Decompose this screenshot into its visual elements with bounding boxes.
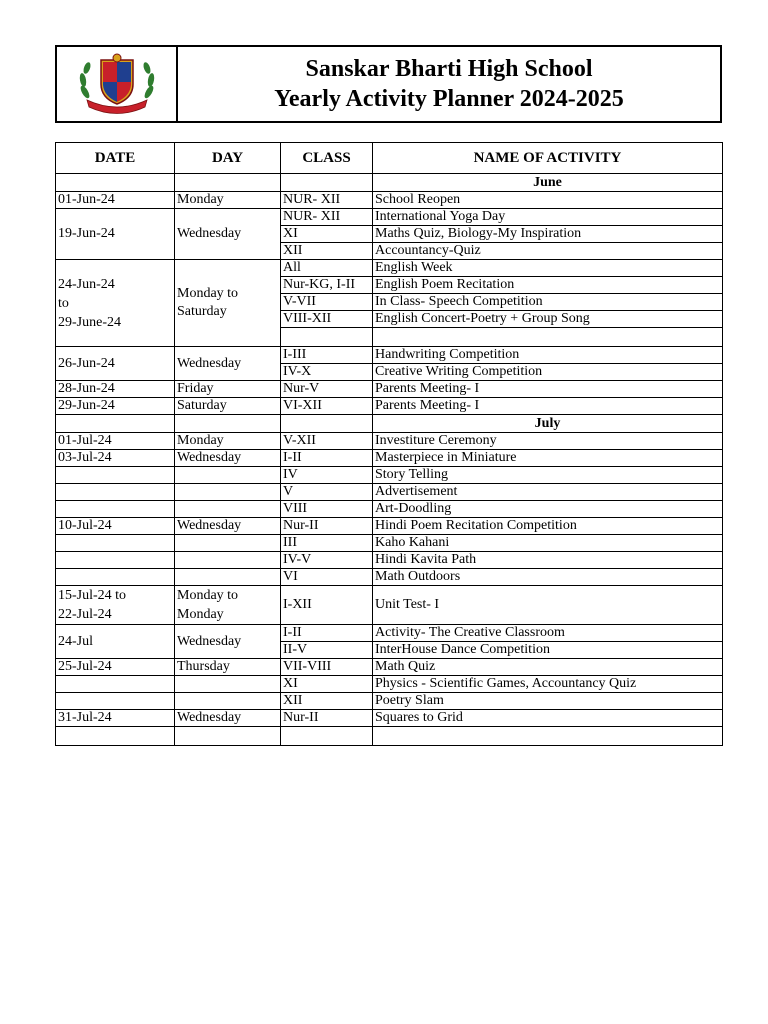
class-cell: NUR- XII (281, 192, 373, 209)
day-cell: Wednesday (175, 625, 281, 659)
table-row (56, 552, 723, 569)
column-header-date: DATE (56, 143, 175, 174)
activity-cell: Story Telling (373, 467, 723, 484)
date-cell: 25-Jul-24 (56, 659, 175, 676)
activity-cell: Hindi Poem Recitation Competition (373, 518, 723, 535)
class-cell: VI-XII (281, 398, 373, 415)
table-row (56, 693, 723, 710)
class-cell: VIII (281, 501, 373, 518)
date-cell: 24-Jul (56, 625, 175, 659)
class-cell: II-V (281, 642, 373, 659)
table-row (56, 381, 723, 398)
table-row (56, 467, 723, 484)
blank-row (56, 727, 723, 746)
column-header-class: CLASS (281, 143, 373, 174)
activity-cell: Parents Meeting- I (373, 381, 723, 398)
day-cell: Monday to Saturday (175, 260, 281, 347)
table-row (56, 209, 723, 226)
column-header-activity: NAME OF ACTIVITY (373, 143, 723, 174)
date-cell: 03-Jul-24 (56, 450, 175, 467)
class-cell: I-II (281, 625, 373, 642)
class-cell: V-XII (281, 433, 373, 450)
table-row (56, 260, 723, 277)
date-cell: 10-Jul-24 (56, 518, 175, 535)
class-cell: VI (281, 569, 373, 586)
day-cell: Monday (175, 433, 281, 450)
date-cell: 31-Jul-24 (56, 710, 175, 727)
activity-planner-table (55, 142, 723, 746)
class-cell: XII (281, 693, 373, 710)
table-row (56, 192, 723, 209)
activity-cell: Creative Writing Competition (373, 364, 723, 381)
activity-cell: Kaho Kahani (373, 535, 723, 552)
day-cell: Wednesday (175, 209, 281, 260)
day-cell: Wednesday (175, 450, 281, 467)
activity-cell: English Concert-Poetry + Group Song (373, 311, 723, 328)
date-cell: 01-Jun-24 (56, 192, 175, 209)
class-cell: III (281, 535, 373, 552)
table-row (56, 518, 723, 535)
date-cell: 19-Jun-24 (56, 209, 175, 260)
day-cell: Saturday (175, 398, 281, 415)
class-cell: V-VII (281, 294, 373, 311)
activity-cell: Hindi Kavita Path (373, 552, 723, 569)
table-row (56, 659, 723, 676)
month-row-june (56, 174, 723, 192)
activity-cell: English Poem Recitation (373, 277, 723, 294)
class-cell: Nur-KG, I-II (281, 277, 373, 294)
month-row-july (56, 415, 723, 433)
activity-cell: Physics - Scientific Games, Accountancy Quiz (373, 676, 723, 693)
class-cell: I-II (281, 450, 373, 467)
class-cell: IV-X (281, 364, 373, 381)
activity-cell: Advertisement (373, 484, 723, 501)
activity-cell: InterHouse Dance Competition (373, 642, 723, 659)
class-cell: IV (281, 467, 373, 484)
activity-cell: Math Quiz (373, 659, 723, 676)
day-cell: Friday (175, 381, 281, 398)
table-row (56, 347, 723, 364)
table-row (56, 450, 723, 467)
date-cell: 24-Jun-24 to 29-June-24 (56, 260, 175, 347)
table-header-row (56, 143, 723, 174)
activity-cell: English Week (373, 260, 723, 277)
planner-title: Yearly Activity Planner 2024-2025 (274, 86, 624, 112)
class-cell: I-III (281, 347, 373, 364)
table-row (56, 569, 723, 586)
day-cell: Monday (175, 192, 281, 209)
class-cell: XII (281, 243, 373, 260)
table-row (56, 484, 723, 501)
date-cell: 29-Jun-24 (56, 398, 175, 415)
logo-cell (57, 47, 178, 121)
class-cell: VIII-XII (281, 311, 373, 328)
table-row (56, 501, 723, 518)
activity-cell: Investiture Ceremony (373, 433, 723, 450)
activity-cell: Maths Quiz, Biology-My Inspiration (373, 226, 723, 243)
table-row (56, 710, 723, 727)
class-cell: IV-V (281, 552, 373, 569)
table-row (56, 586, 723, 625)
activity-cell: School Reopen (373, 192, 723, 209)
class-cell: NUR- XII (281, 209, 373, 226)
column-header-day: DAY (175, 143, 281, 174)
class-cell: Nur-II (281, 518, 373, 535)
activity-cell: Squares to Grid (373, 710, 723, 727)
activity-cell: Math Outdoors (373, 569, 723, 586)
month-label: June (373, 174, 723, 192)
table-row (56, 625, 723, 642)
activity-cell: Activity- The Creative Classroom (373, 625, 723, 642)
activity-cell: Art-Doodling (373, 501, 723, 518)
day-cell: Wednesday (175, 518, 281, 535)
activity-cell: Parents Meeting- I (373, 398, 723, 415)
class-cell: VII-VIII (281, 659, 373, 676)
activity-cell: Masterpiece in Miniature (373, 450, 723, 467)
activity-cell: Accountancy-Quiz (373, 243, 723, 260)
table-row (56, 676, 723, 693)
table-row (56, 535, 723, 552)
activity-cell: Poetry Slam (373, 693, 723, 710)
day-cell: Monday to Monday (175, 586, 281, 625)
activity-cell: Handwriting Competition (373, 347, 723, 364)
month-label: July (373, 415, 723, 433)
day-cell: Wednesday (175, 347, 281, 381)
document-header (55, 45, 722, 123)
class-cell: XI (281, 226, 373, 243)
activity-cell: International Yoga Day (373, 209, 723, 226)
class-cell: All (281, 260, 373, 277)
class-cell: V (281, 484, 373, 501)
table-row (56, 433, 723, 450)
day-cell: Wednesday (175, 710, 281, 727)
activity-cell: Unit Test- I (373, 586, 723, 625)
table-row (56, 398, 723, 415)
class-cell: Nur-II (281, 710, 373, 727)
day-cell: Thursday (175, 659, 281, 676)
title-block (178, 47, 720, 121)
school-name: Sanskar Bharti High School (305, 56, 593, 82)
date-cell: 01-Jul-24 (56, 433, 175, 450)
class-cell: I-XII (281, 586, 373, 625)
date-cell: 15-Jul-24 to 22-Jul-24 (56, 586, 175, 625)
class-cell: XI (281, 676, 373, 693)
class-cell: Nur-V (281, 381, 373, 398)
activity-cell: In Class- Speech Competition (373, 294, 723, 311)
date-cell: 28-Jun-24 (56, 381, 175, 398)
school-crest-logo (75, 52, 159, 116)
date-cell: 26-Jun-24 (56, 347, 175, 381)
